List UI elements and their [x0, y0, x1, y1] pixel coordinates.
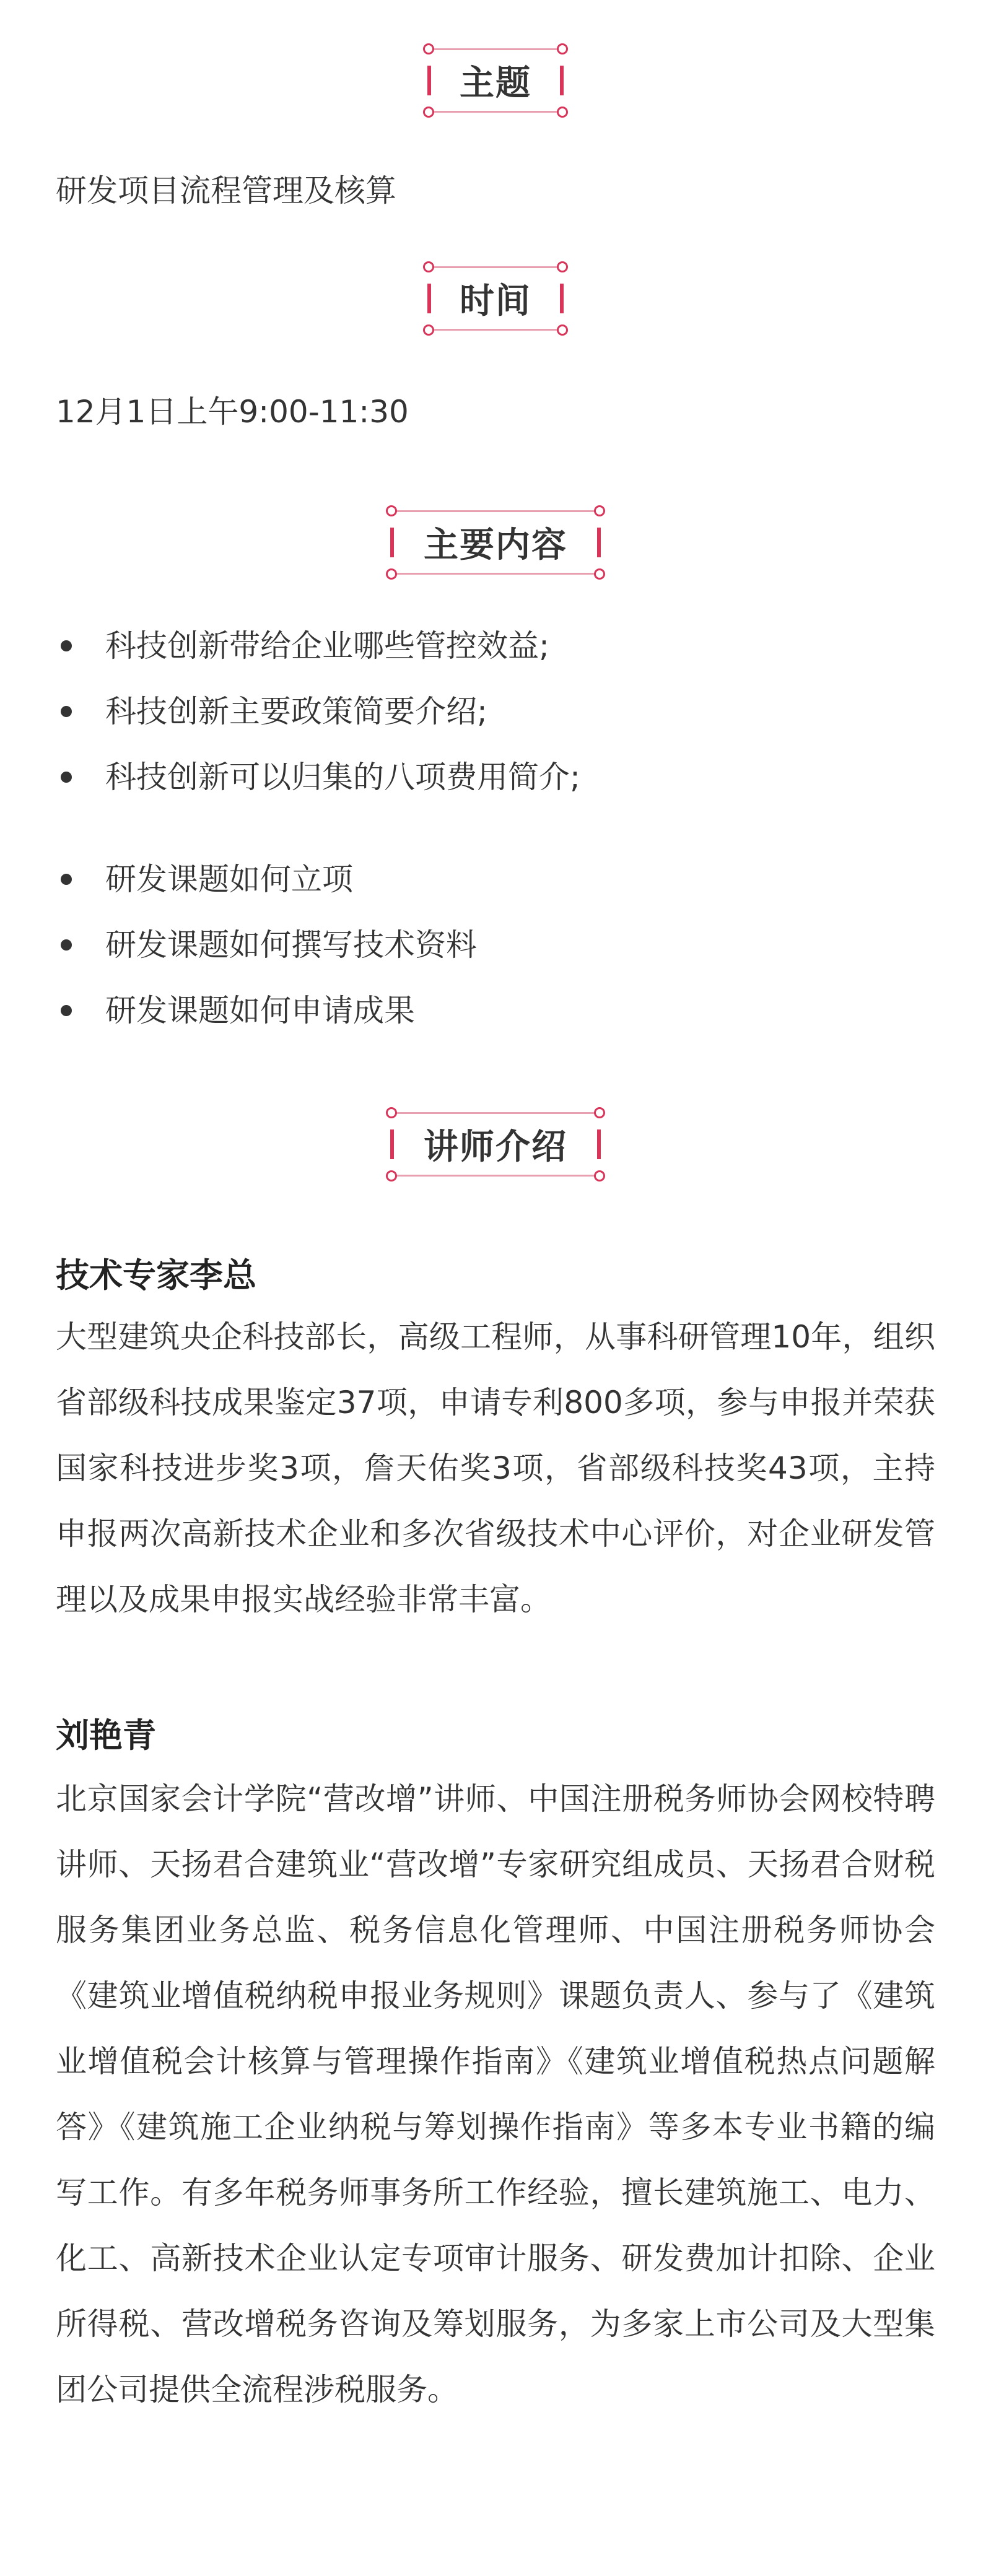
lecturer-bio-1: 大型建筑央企科技部长，高级工程师，从事科研管理10年，组织省部级科技成果鉴定37项，申请专利800多项，参与申报并荣获国家科技进步奖3项，詹天佑奖3项，省部级科技奖43项，主持申报两次高新技术企业和多次省级技术中心评价，对企业研发管理以及成果申报实战经验非常丰富。 — [56, 1319, 935, 1617]
bullet-dot-icon — [61, 772, 72, 783]
topic-heading: 主题 — [460, 63, 531, 103]
list-item — [56, 912, 477, 978]
content-list-1 — [56, 613, 580, 810]
lecturer-name-1: 技术专家李总 — [56, 1256, 256, 1295]
list-item-text: 科技创新可以归集的八项费用简介; — [105, 759, 580, 795]
time-text: 12月1日上午9:00-11:30 — [56, 394, 409, 430]
lecturer-name-2: 刘艳青 — [56, 1716, 156, 1755]
bullet-dot-icon — [61, 1005, 72, 1016]
lecturer-bio-2: 北京国家会计学院“营改增”讲师、中国注册税务师协会网校特聘讲师、天扬君合建筑业“营改增”专家研究组成员、天扬君合财税服务集团业务总监、税务信息化管理师、中国注册税务师协会《建筑业增值税纳税申报业务规则》课题负责人、参与了《建筑业增值税会计核算与管理操作指南》《建筑业增值税热点问题解答》《建筑施工企业纳税与筹划操作指南》等多本专业书籍的编写工作。有多年税务师事务所工作经验，擅长建筑施工、电力、化工、高新技术企业认定专项审计服务、研发费加计扣除、企业所得税、营改增税务咨询及筹划服务，为多家上市公司及大型集团公司提供全流程涉税服务。 — [56, 1781, 935, 2408]
time-heading: 时间 — [460, 281, 531, 321]
content-heading: 主要内容 — [424, 525, 567, 565]
list-item-text: 科技创新带给企业哪些管控效益; — [105, 628, 549, 664]
content-heading-frame — [390, 510, 601, 575]
time-heading-frame — [427, 266, 564, 331]
bullet-dot-icon — [61, 640, 72, 651]
list-item-text: 研发课题如何申请成果 — [105, 993, 415, 1029]
content-list-2 — [56, 846, 477, 1043]
list-item — [56, 846, 477, 912]
bullet-dot-icon — [61, 706, 72, 717]
list-item — [56, 978, 477, 1043]
list-item-text: 研发课题如何立项 — [105, 861, 353, 897]
topic-heading-frame — [427, 48, 564, 113]
topic-text: 研发项目流程管理及核算 — [56, 173, 396, 209]
list-item — [56, 744, 580, 810]
lecturers-heading: 讲师介绍 — [424, 1127, 567, 1167]
list-item — [56, 679, 580, 744]
list-item-text: 研发课题如何撰写技术资料 — [105, 927, 477, 963]
lecturers-heading-frame — [390, 1112, 601, 1177]
bullet-dot-icon — [61, 939, 72, 951]
bullet-dot-icon — [61, 874, 72, 885]
list-item — [56, 613, 580, 679]
list-item-text: 科技创新主要政策简要介绍; — [105, 694, 487, 729]
